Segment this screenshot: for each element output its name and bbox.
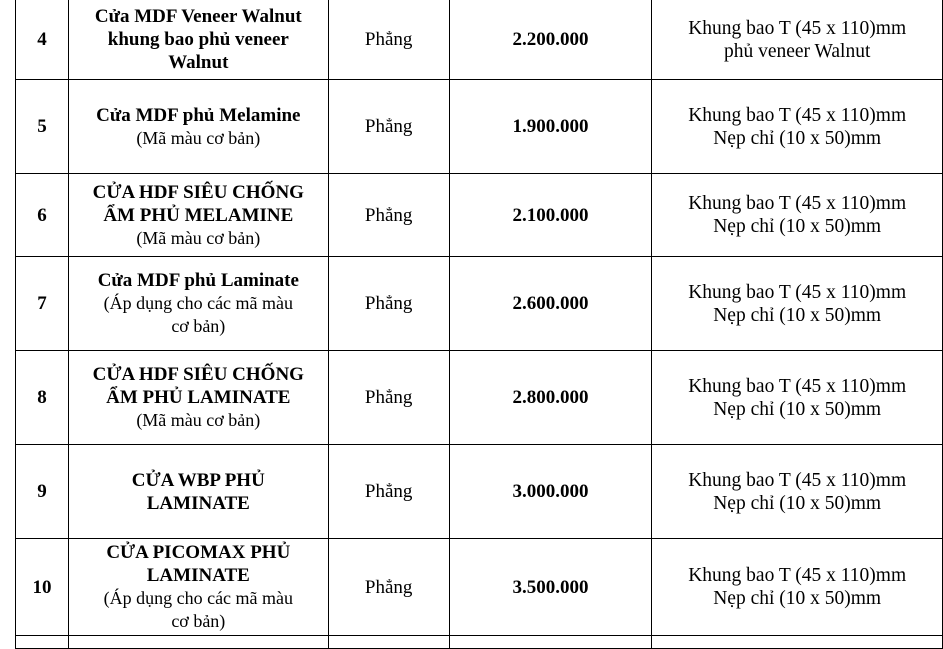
surface-type: Phẳng: [328, 0, 449, 80]
spec-line: Khung bao T (45 x 110)mm: [688, 281, 907, 303]
product-note-line: (Mã màu cơ bản): [136, 127, 261, 148]
spec-line: Khung bao T (45 x 110)mm: [688, 375, 907, 397]
table-row: [16, 257, 943, 351]
table-row-partial: [16, 636, 943, 649]
product-name: [68, 80, 328, 174]
door-price-table: [15, 0, 943, 649]
spec-line: Khung bao T (45 x 110)mm: [688, 17, 907, 39]
row-number: 6: [16, 174, 69, 257]
product-name: [68, 445, 328, 539]
unit-price: 3.500.000: [449, 539, 652, 636]
spec-line: Khung bao T (45 x 110)mm: [688, 469, 907, 491]
row-number: 9: [16, 445, 69, 539]
product-title-line: ẨM PHỦ MELAMINE: [103, 204, 294, 226]
frame-spec: [652, 445, 943, 539]
surface-type: Phẳng: [328, 257, 449, 351]
table-row: [16, 351, 943, 445]
product-title-line: CỬA PICOMAX PHỦ: [106, 542, 291, 563]
spec-line: Nẹp chỉ (10 x 50)mm: [713, 398, 882, 420]
spec-line: Khung bao T (45 x 110)mm: [688, 565, 907, 586]
product-note-line: (Mã màu cơ bản): [136, 410, 261, 430]
product-title-line: Cửa MDF phủ Melamine: [96, 104, 301, 126]
product-name: [68, 0, 328, 80]
empty-cell: [328, 636, 449, 649]
product-name: [68, 257, 328, 351]
empty-cell: [652, 636, 943, 649]
empty-cell: [449, 636, 652, 649]
table-row: [16, 539, 943, 636]
frame-spec: [652, 0, 943, 80]
spec-line: Nẹp chỉ (10 x 50)mm: [713, 216, 882, 237]
product-note-line: (Áp dụng cho các mã màu: [103, 293, 294, 313]
table-row: [16, 80, 943, 174]
product-name: [68, 351, 328, 445]
product-title-line: LAMINATE: [146, 492, 250, 514]
row-number: 10: [16, 539, 69, 636]
frame-spec: [652, 80, 943, 174]
surface-type: Phẳng: [328, 445, 449, 539]
surface-type: Phẳng: [328, 174, 449, 257]
surface-type: Phẳng: [328, 80, 449, 174]
product-title-line: Walnut: [168, 52, 229, 73]
spec-line: Nẹp chỉ (10 x 50)mm: [713, 127, 882, 149]
surface-type: Phẳng: [328, 539, 449, 636]
table-body: [16, 0, 943, 649]
product-note-line: (Mã màu cơ bản): [136, 227, 261, 248]
row-number: 8: [16, 351, 69, 445]
table-row: [16, 0, 943, 80]
table-row: [16, 174, 943, 257]
surface-type: Phẳng: [328, 351, 449, 445]
product-title-line: khung bao phủ veneer: [107, 29, 289, 50]
spec-line: Nẹp chỉ (10 x 50)mm: [713, 588, 882, 609]
unit-price: 3.000.000: [449, 445, 652, 539]
product-name: [68, 539, 328, 636]
row-number: 4: [16, 0, 69, 80]
product-note-line: (Áp dụng cho các mã màu: [103, 588, 294, 608]
row-number: 5: [16, 80, 69, 174]
row-number: 7: [16, 257, 69, 351]
spec-line: Khung bao T (45 x 110)mm: [688, 193, 907, 214]
product-title-line: CỬA HDF SIÊU CHỐNG: [92, 181, 304, 203]
frame-spec: [652, 174, 943, 257]
product-note-line: cơ bản): [171, 611, 226, 631]
product-title-line: CỬA HDF SIÊU CHỐNG: [92, 364, 304, 385]
spec-line: Khung bao T (45 x 110)mm: [688, 104, 907, 126]
product-title-line: ẨM PHỦ LAMINATE: [106, 387, 291, 408]
product-title-line: Cửa MDF Veneer Walnut: [94, 6, 302, 27]
frame-spec: [652, 257, 943, 351]
product-title-line: CỬA WBP PHỦ: [131, 469, 265, 491]
spec-line: Nẹp chỉ (10 x 50)mm: [713, 492, 882, 514]
frame-spec: [652, 351, 943, 445]
product-title-line: Cửa MDF phủ Laminate: [97, 270, 299, 291]
table-row: [16, 445, 943, 539]
product-title-line: LAMINATE: [146, 565, 250, 586]
spec-line: Nẹp chỉ (10 x 50)mm: [713, 304, 882, 326]
product-note-line: cơ bản): [171, 316, 226, 336]
product-name: [68, 174, 328, 257]
unit-price: 2.800.000: [449, 351, 652, 445]
empty-cell: [68, 636, 328, 649]
spec-line: phủ veneer Walnut: [723, 40, 871, 62]
empty-cell: [16, 636, 69, 649]
unit-price: 2.600.000: [449, 257, 652, 351]
unit-price: 2.100.000: [449, 174, 652, 257]
unit-price: 2.200.000: [449, 0, 652, 80]
unit-price: 1.900.000: [449, 80, 652, 174]
frame-spec: [652, 539, 943, 636]
